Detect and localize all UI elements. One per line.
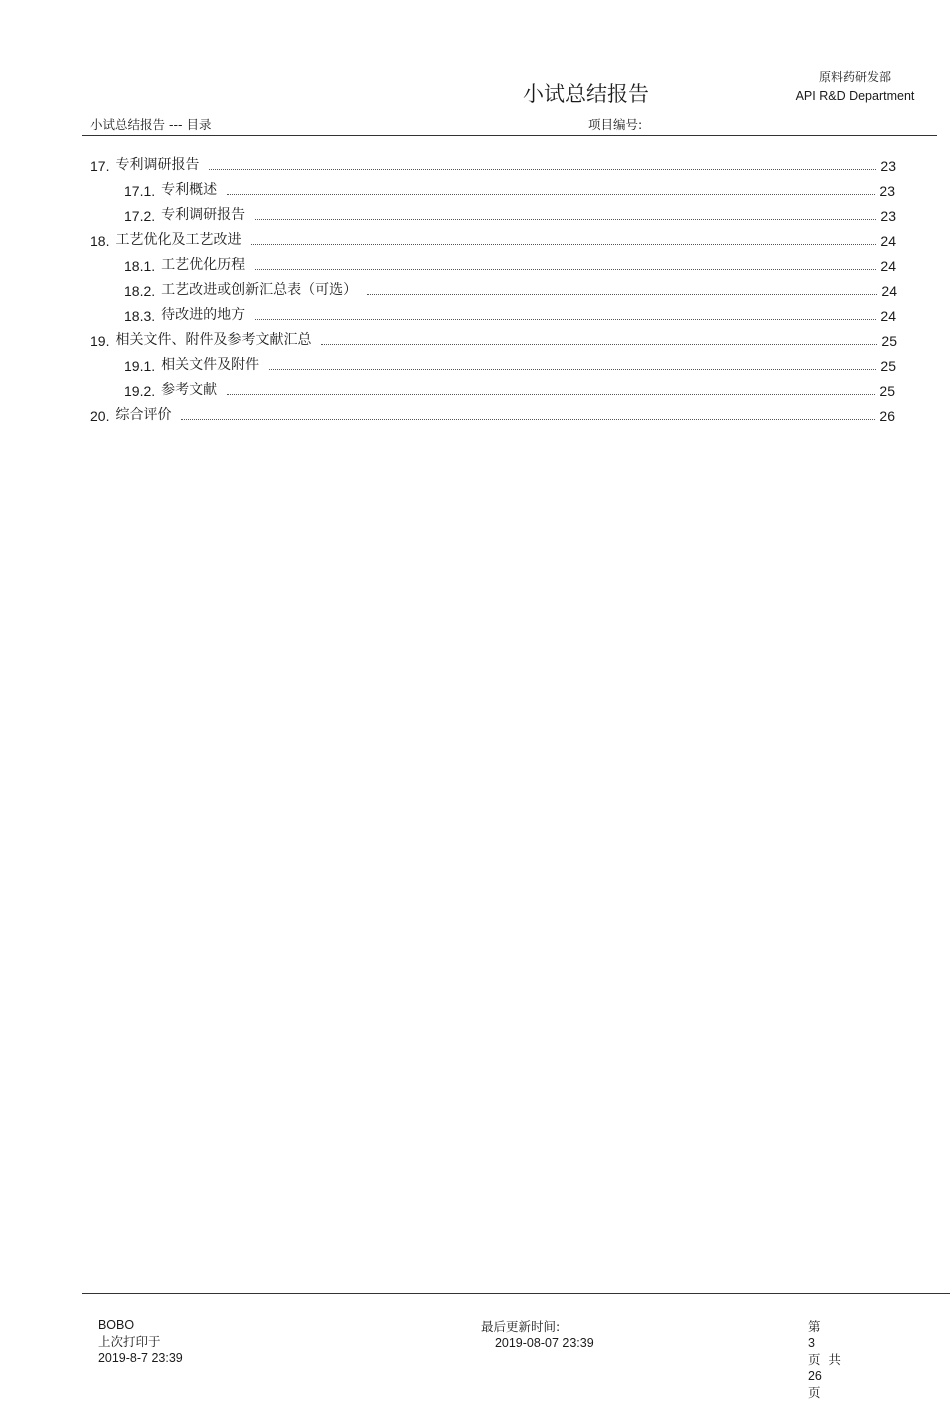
toc-label: 工艺优化及工艺改进 [115, 232, 242, 248]
toc-number: 19.2. [124, 383, 156, 399]
toc-number: 19. [90, 333, 110, 349]
project-number-label: 项目编号: [588, 117, 643, 132]
toc-leader [269, 369, 876, 370]
toc-page: 24 [880, 233, 896, 249]
footer-page-prefix: 第 [807, 1319, 821, 1334]
footer-printer: BOBO [97, 1318, 135, 1332]
toc-label: 待改进的地方 [161, 307, 246, 323]
toc-number: 20. [90, 408, 110, 424]
toc-label: 综合评价 [115, 407, 172, 423]
toc-leader [227, 194, 875, 195]
toc-entry[interactable] [124, 179, 895, 199]
toc-label: 专利调研报告 [161, 207, 246, 223]
toc-page: 24 [880, 258, 896, 274]
toc-number: 18. [90, 233, 110, 249]
toc-label: 相关文件、附件及参考文献汇总 [115, 332, 312, 348]
toc-entry[interactable] [124, 354, 896, 374]
footer-updated-label: 最后更新时间: [480, 1319, 561, 1334]
toc-leader [251, 244, 876, 245]
toc-page: 24 [880, 308, 896, 324]
footer-printed-label: 上次打印于 [97, 1334, 161, 1349]
toc-entry[interactable] [90, 404, 895, 424]
department-name-cn: 原料药研发部 [818, 70, 891, 84]
toc-leader [255, 319, 876, 320]
toc-page: 23 [880, 158, 896, 174]
toc-leader [227, 394, 875, 395]
toc-leader [255, 219, 876, 220]
toc-entry[interactable] [90, 154, 896, 174]
toc-leader [367, 294, 877, 295]
footer-page-total: 26 [807, 1369, 822, 1383]
toc-number: 19.1. [124, 358, 156, 374]
toc-leader [255, 269, 876, 270]
footer-divider [82, 1293, 950, 1294]
toc-entry[interactable] [124, 279, 897, 299]
footer-page-info [800, 1302, 841, 1401]
toc-number: 17.1. [124, 183, 156, 199]
toc-label: 工艺改进或创新汇总表（可选） [161, 282, 358, 298]
footer-update-info [473, 1302, 594, 1350]
toc-label: 专利调研报告 [115, 157, 200, 173]
footer-page-mid: 页 共 [807, 1352, 841, 1367]
toc-leader [321, 344, 877, 345]
footer-page-current: 3 [807, 1336, 815, 1350]
toc-number: 18.1. [124, 258, 156, 274]
header-divider [82, 135, 937, 136]
toc-entry[interactable] [124, 254, 896, 274]
document-title: 小试总结报告 [523, 82, 649, 106]
footer-updated-time: 2019-08-07 23:39 [494, 1336, 594, 1350]
toc-page: 25 [881, 333, 897, 349]
toc-page: 25 [879, 383, 895, 399]
toc-entry[interactable] [90, 329, 897, 349]
toc-entry[interactable] [90, 229, 896, 249]
toc-page: 26 [879, 408, 895, 424]
toc-label: 工艺优化历程 [161, 257, 246, 273]
toc-label: 参考文献 [161, 382, 218, 398]
toc-label: 相关文件及附件 [161, 357, 260, 373]
footer-page-suffix: 页 [807, 1385, 821, 1400]
department-name-en: API R&D Department [795, 89, 915, 103]
toc-number: 18.2. [124, 283, 156, 299]
toc-entry[interactable] [124, 379, 895, 399]
doc-section-label: 小试总结报告 --- 目录 [90, 117, 212, 132]
toc-leader [209, 169, 876, 170]
toc-page: 23 [880, 208, 896, 224]
toc-number: 17. [90, 158, 110, 174]
footer-printed-time: 2019-8-7 23:39 [97, 1351, 183, 1365]
footer-print-info [90, 1302, 183, 1365]
toc-page: 23 [879, 183, 895, 199]
toc-number: 18.3. [124, 308, 156, 324]
toc-number: 17.2. [124, 208, 156, 224]
toc-label: 专利概述 [161, 182, 218, 198]
toc-entry[interactable] [124, 204, 896, 224]
toc-leader [181, 419, 875, 420]
toc-page: 24 [881, 283, 897, 299]
toc-entry[interactable] [124, 304, 896, 324]
toc-page: 25 [880, 358, 896, 374]
